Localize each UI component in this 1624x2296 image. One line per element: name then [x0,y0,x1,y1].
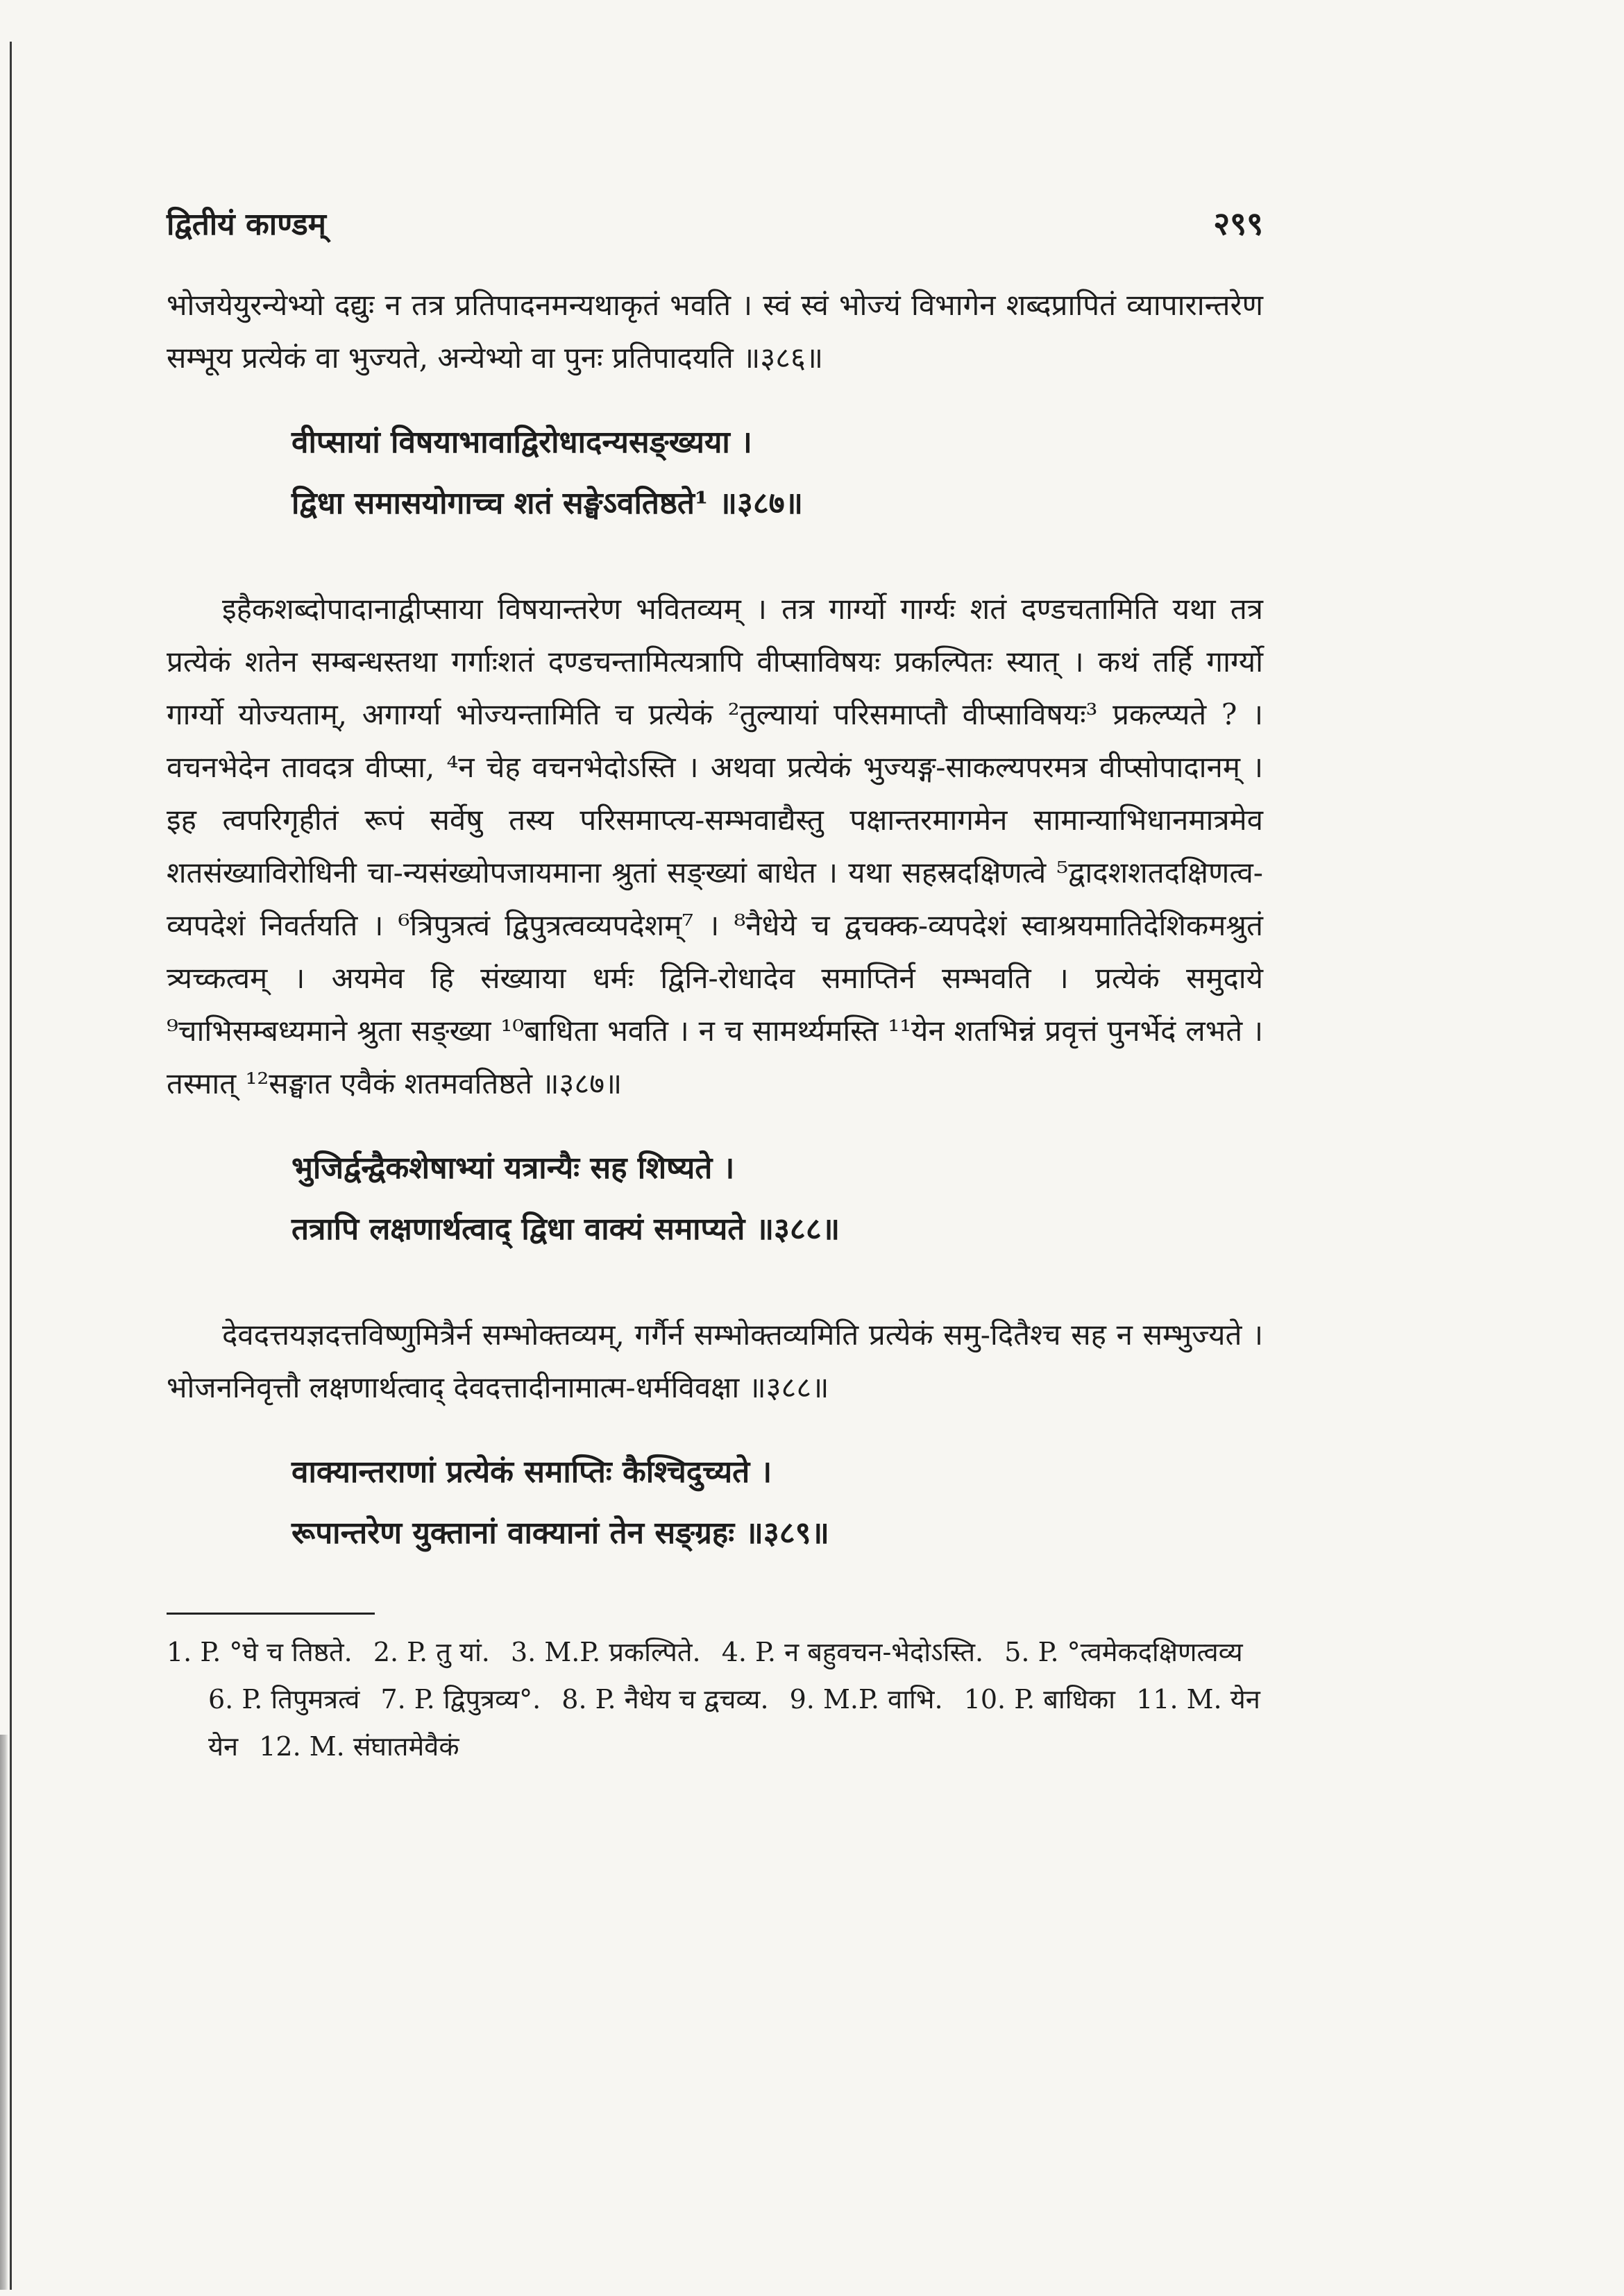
verse-387 [291,412,1263,534]
footnote-11: 11. M. येन येन [208,1684,1260,1762]
footnote-2: 2. P. तु यां. [373,1637,490,1667]
footnote-1: 1. P. °घे च तिष्ठते. [167,1637,353,1667]
verse-389-line-1: वाक्यान्तराणां प्रत्येकं समाप्तिः कैश्चिदुच्यते । [291,1454,772,1490]
verse-388 [291,1138,1263,1260]
verse-387-line-1: वीप्सायां विषयाभावाद्विरोधादन्यसङ्ख्यया । [291,425,752,460]
verse-387-line-2: द्विधा समासयोगाच्च शतं सङ्घेऽवतिष्ठते¹ ॥३८७॥ [291,486,803,521]
book-page [167,201,1263,1770]
commentary-paragraph-386: भोजयेयुरन्येभ्यो दद्युः न तत्र प्रतिपादनमन्यथाकृतं भवति । स्वं स्वं भोज्यं विभागेन शब्दप्रापितं व्यापारान्तरेण सम्भूय प्रत्येकं वा भुज्यते, अन्येभ्यो वा पुनः प्रतिपादयति ॥३८६॥ [167,288,1263,375]
footnotes [167,1629,1263,1770]
commentary-paragraph-387: इहैकशब्दोपादानाद्वीप्साया विषयान्तरेण भवितव्यम् । तत्र गार्ग्यो गार्ग्यः शतं दण्डचतामिति यथा तत्र प्रत्येकं शतेन सम्बन्धस्तथा गर्गाःशतं दण्डचन्तामित्यत्रापि वीप्साविषयः प्रकल्पितः स्यात् । कथं तर्हि गार्ग्यो गार्ग्यो योज्यताम्, अगार्ग्या भोज्यन्तामिति च प्रत्येकं ²तुल्यायां परिसमाप्तौ वीप्साविषयः³ प्रकल्प्यते ? । वचनभेदेन तावदत्र वीप्सा, ⁴न चेह वचनभेदोऽस्ति । अथवा प्रत्येकं भुज्यङ्ग-साकल्यपरमत्र वीप्सोपादानम् । इह त्वपरिगृहीतं रूपं सर्वेषु तस्य परिसमाप्त्य-सम्भवाद्यैस्तु पक्षान्तरमागमेन सामान्याभिधानमात्रमेव शतसंख्याविरोधिनी चा-न्यसंख्योपजायमाना श्रुतां सङ्ख्यां बाधेत । यथा सहस्रदक्षिणत्वे ⁵द्वादशशतदक्षिणत्व-व्यपदेशं निवर्तयति । ⁶त्रिपुत्रत्वं द्विपुत्रत्वव्यपदेशम्⁷ । ⁸नैधेये च द्वचक्क-व्यपदेशं स्वाश्रयमातिदेशिकमश्रुतं त्र्यच्कत्वम् । अयमेव हि संख्याया धर्मः द्विनि-रोधादेव समाप्तिर्न सम्भवति । प्रत्येकं समुदाये ⁹चाभिसम्बध्यमाने श्रुता सङ्ख्या ¹⁰बाधिता भवति । न च सामर्थ्यमस्ति ¹¹येन शतभिन्नं प्रवृत्तं पुनर्भेदं लभते । तस्मात् ¹²सङ्घात एवैकं शतमवतिष्ठते ॥३८७॥ [167,592,1263,1100]
footnote-5: 5. P. °त्वमेकदक्षिणत्वव्य [1004,1637,1243,1667]
running-title: द्वितीयं काण्डम् [167,207,326,242]
footnote-4: 4. P. न बहुवचन-भेदोऽस्ति. [721,1637,984,1667]
verse-389 [291,1442,1263,1564]
footnote-9: 9. M.P. वाभि. [789,1684,943,1715]
binding-shadow [0,1735,8,2290]
footnote-3: 3. M.P. प्रकल्पिते. [510,1637,701,1667]
page-header [167,201,1263,244]
footnote-6: 6. P. तिपुमत्रत्वं [208,1684,360,1715]
binding-line [10,42,12,2290]
footnote-10: 10. P. बाधिका [963,1684,1116,1715]
verse-388-line-2: तत्रापि लक्षणार्थत्वाद् द्विधा वाक्यं समाप्यते ॥३८८॥ [291,1211,840,1247]
commentary-paragraph-388: देवदत्तयज्ञदत्तविष्णुमित्रैर्न सम्भोक्तव्यम्, गर्गैर्न सम्भोक्तव्यमिति प्रत्येकं समु-दितैश्च सह न सम्भुज्यते । भोजननिवृत्तौ लक्षणार्थत्वाद् देवदत्तादीनामात्म-धर्मविवक्षा ॥३८८॥ [167,1318,1263,1404]
verse-389-line-2: रूपान्तरेण युक्तानां वाक्यानां तेन सङ्ग्रहः ॥३८९॥ [291,1515,829,1551]
footnote-divider [167,1613,375,1615]
footnote-12: 12. M. संघातमेवैकं [259,1731,459,1762]
footnote-7: 7. P. द्विपुत्रव्य°. [380,1684,541,1715]
verse-388-line-1: भुजिर्द्वन्द्वैकशेषाभ्यां यत्रान्यैः सह शिष्यते । [291,1150,735,1186]
footnote-8: 8. P. नैधेय च द्वचव्य. [561,1684,769,1715]
page-number: २९९ [1213,205,1263,242]
